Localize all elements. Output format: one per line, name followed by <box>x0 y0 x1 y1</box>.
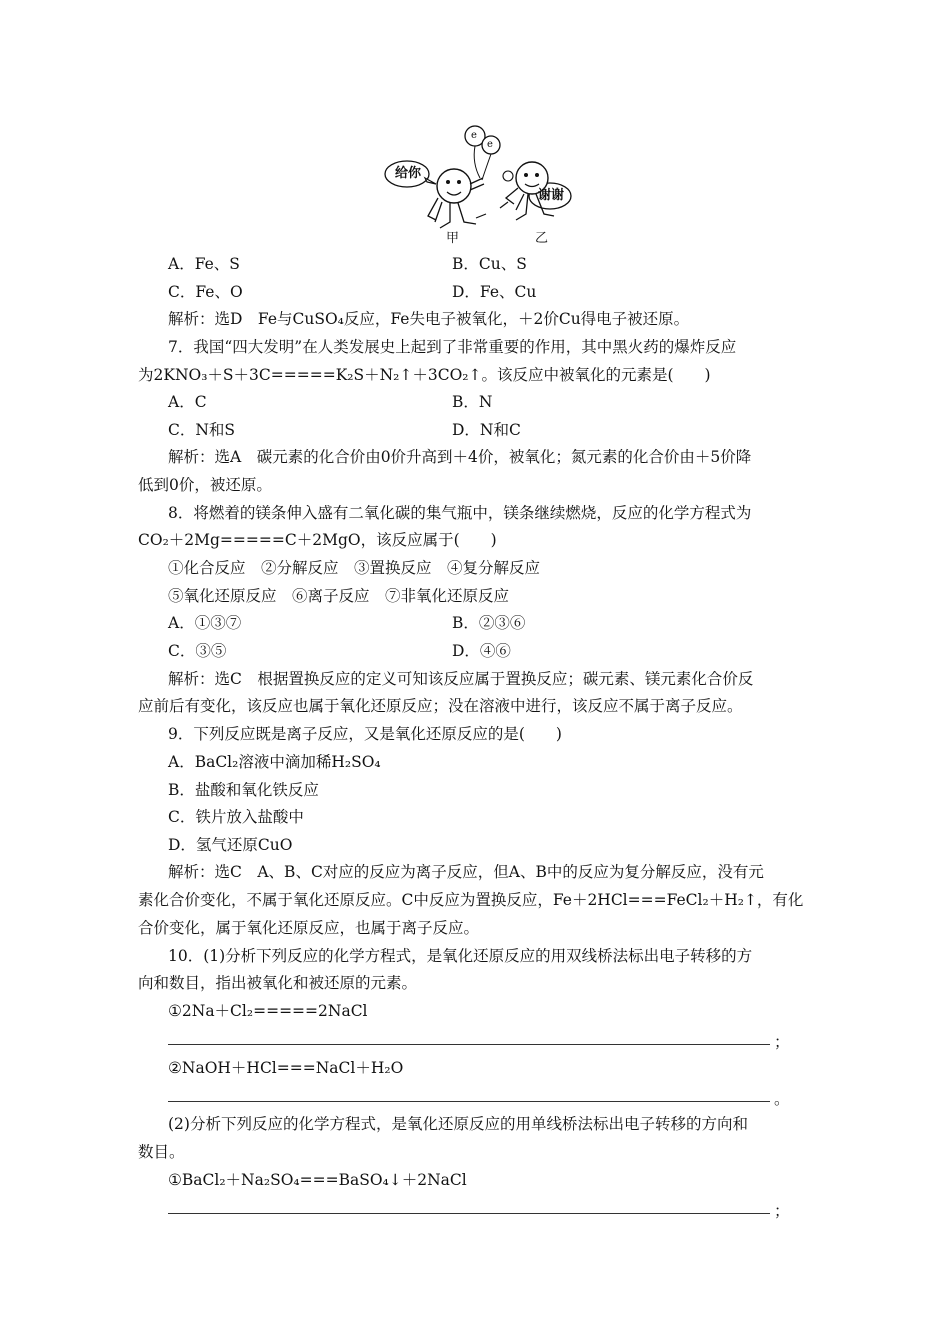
q9-option-b: B．盐酸和氧化铁反应 <box>168 781 319 799</box>
q10-equation-1: ①2Na＋Cl₂=====2NaCl <box>168 1002 368 1020</box>
q8-stem-line2: CO₂＋2Mg=====C＋2MgO，该反应属于( ) <box>138 531 497 549</box>
q6-option-d: D．Fe、Cu <box>452 283 537 301</box>
q9-analysis-line3: 合价变化，属于氧化还原反应，也属于离子反应。 <box>138 919 480 937</box>
q8-option-c: C．③⑤ <box>168 642 227 660</box>
q8-option-d: D．④⑥ <box>452 642 511 660</box>
q6-option-b: B．Cu、S <box>452 255 527 273</box>
electron-transfer-figure <box>380 118 580 248</box>
q10-part2-line1: (2)分析下列反应的化学方程式，是氧化还原反应的用单线桥法标出电子转移的方向和 <box>168 1115 748 1133</box>
answer-line-1-end: ； <box>774 1033 790 1051</box>
q9-option-d: D．氢气还原CuO <box>168 836 293 854</box>
label-jia: 甲 <box>446 231 460 246</box>
q9-option-a: A．BaCl₂溶液中滴加稀H₂SO₄ <box>168 753 381 771</box>
answer-line-2 <box>168 1101 770 1102</box>
q7-option-a: A．C <box>168 393 207 411</box>
q10-part1-line2: 向和数目，指出被氧化和被还原的元素。 <box>138 974 418 992</box>
q9-option-c: C．铁片放入盐酸中 <box>168 808 304 826</box>
cartoon-illustration <box>380 118 580 248</box>
q8-items-line1: ①化合反应 ②分解反应 ③置换反应 ④复分解反应 <box>168 559 541 577</box>
q6-analysis: 解析：选D Fe与CuSO₄反应，Fe失电子被氧化，＋2价Cu得电子被还原。 <box>168 310 690 328</box>
balloon-electron-label-2: e <box>487 139 493 150</box>
q9-stem: 9．下列反应既是离子反应，又是氧化还原反应的是( ) <box>168 725 562 743</box>
q8-items-line2: ⑤氧化还原反应 ⑥离子反应 ⑦非氧化还原反应 <box>168 587 510 605</box>
balloon-electron-label-1: e <box>471 130 477 141</box>
q8-option-a: A．①③⑦ <box>168 614 242 632</box>
answer-line-1 <box>168 1044 770 1045</box>
q10-part1-line1: 10．(1)分析下列反应的化学方程式，是氧化还原反应的用双线桥法标出电子转移的方 <box>168 947 753 965</box>
q8-stem-line1: 8．将燃着的镁条伸入盛有二氧化碳的集气瓶中，镁条继续燃烧，反应的化学方程式为 <box>168 504 752 522</box>
label-yi: 乙 <box>535 231 549 246</box>
answer-line-3 <box>168 1213 770 1214</box>
q6-option-c: C．Fe、O <box>168 283 243 301</box>
q10-part2-line2: 数目。 <box>138 1143 185 1161</box>
q8-option-b: B．②③⑥ <box>452 614 526 632</box>
answer-line-2-end: 。 <box>774 1090 790 1108</box>
answer-line-3-end: ； <box>774 1202 790 1220</box>
q7-option-b: B．N <box>452 393 493 411</box>
q7-analysis-line2: 低到0价，被还原。 <box>138 476 272 494</box>
speech-bubble-thanks: 谢谢 <box>538 188 565 203</box>
q7-option-d: D．N和C <box>452 421 521 439</box>
q7-analysis-line1: 解析：选A 碳元素的化合价由0价升高到＋4价，被氧化；氮元素的化合价由＋5价降 <box>168 448 752 466</box>
q8-analysis-line1: 解析：选C 根据置换反应的定义可知该反应属于置换反应；碳元素、镁元素化合价反 <box>168 670 754 688</box>
q6-option-a: A．Fe、S <box>168 255 240 273</box>
q8-analysis-line2: 应前后有变化，该反应也属于氧化还原反应；没在溶液中进行，该反应不属于离子反应。 <box>138 697 743 715</box>
q10-equation-2: ②NaOH＋HCl===NaCl＋H₂O <box>168 1059 404 1077</box>
q7-option-c: C．N和S <box>168 421 236 439</box>
speech-bubble-give: 给你 <box>395 166 422 181</box>
q9-analysis-line2: 素化合价变化，不属于氧化还原反应。C中反应为置换反应，Fe＋2HCl===FeCl₂＋H₂↑，有化 <box>138 891 804 909</box>
q7-stem-line1: 7．我国“四大发明”在人类发展史上起到了非常重要的作用，其中黑火药的爆炸反应 <box>168 338 737 356</box>
q9-analysis-line1: 解析：选C A、B、C对应的反应为离子反应，但A、B中的反应为复分解反应，没有元 <box>168 863 764 881</box>
q7-stem-line2: 为2KNO₃＋S＋3C=====K₂S＋N₂↑＋3CO₂↑。该反应中被氧化的元素是( ) <box>138 366 711 384</box>
q10-equation-3: ①BaCl₂＋Na₂SO₄===BaSO₄↓＋2NaCl <box>168 1171 467 1189</box>
